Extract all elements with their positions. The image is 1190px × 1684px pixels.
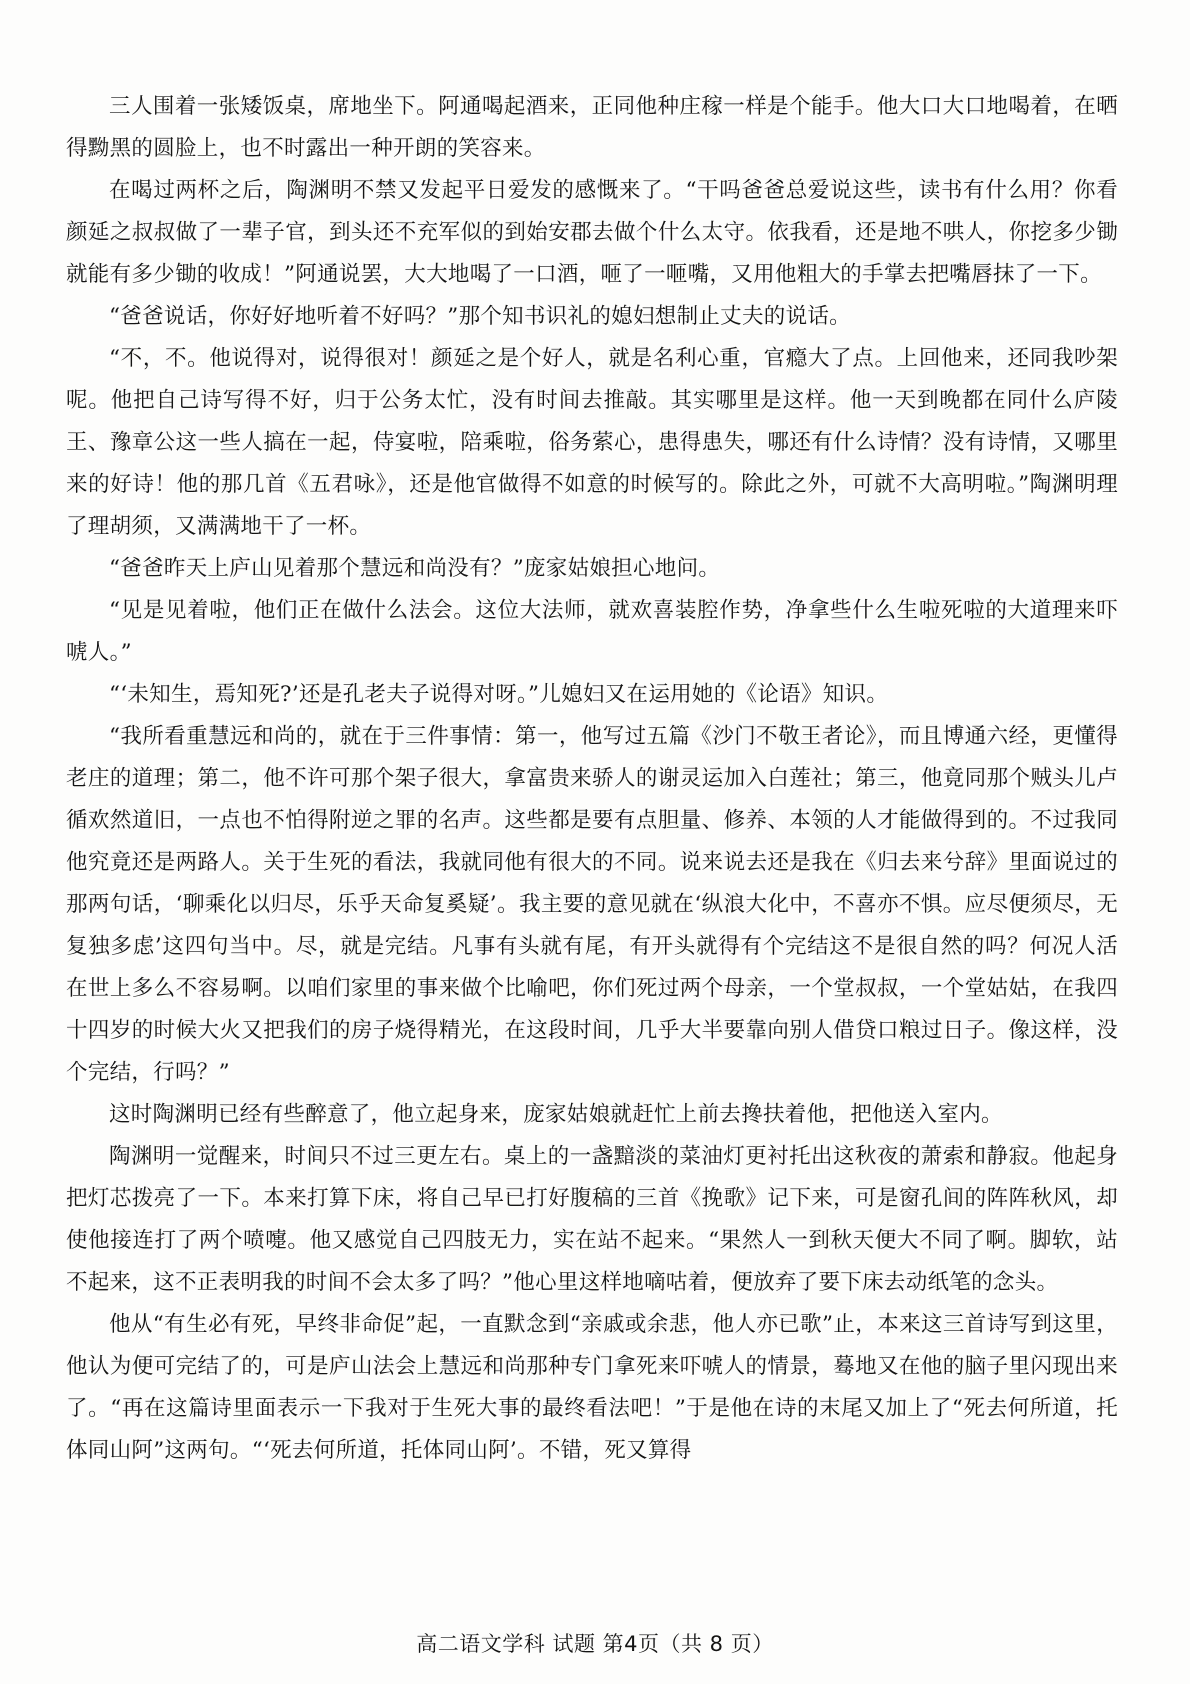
paragraph: “爸爸说话，你好好地听着不好吗？”那个知书识礼的媳妇想制止丈夫的说话。 xyxy=(109,304,851,329)
page-footer: 高二语文学科 试题 第4页（共 8 页） xyxy=(416,1632,774,1656)
paragraph: 陶渊明一觉醒来，时间只不过三更左右。桌上的一盏黯淡的菜油灯更衬托出这秋夜的萧索和静寂。他起身把灯芯拨亮了一下。本来打算下床，将自己早已打好腹稿的三首《挽歌》记下来，可是窗孔间的阵阵秋风，却使他接连打了两个喷嚏。他又感觉自己四肢无力，实在站不起来。“果然人一到秋天便大不同了啊。脚软，站不起来，这不正表明我的时间不会太多了吗？”他心里这样地嘀咕着，便放弃了要下床去动纸笔的念头。 xyxy=(66,1144,1118,1295)
paragraph: 在喝过两杯之后，陶渊明不禁又发起平日爱发的感慨来了。“干吗爸爸总爱说这些，读书有什么用？你看颜延之叔叔做了一辈子官，到头还不充军似的到始安郡去做个什么太守。依我看，还是地不哄人，你挖多少锄就能有多少锄的收成！”阿通说罢，大大地喝了一口酒，咂了一咂嘴，又用他粗大的手掌去把嘴唇抹了一下。 xyxy=(66,178,1118,287)
paragraph: “不，不。他说得对，说得很对！颜延之是个好人，就是名利心重，官瘾大了点。上回他来，还同我吵架呢。他把自己诗写得不好，归于公务太忙，没有时间去推敲。其实哪里是这样。他一天到晚都在同什么庐陵王、豫章公这一些人搞在一起，侍宴啦，陪乘啦，俗务萦心，患得患失，哪还有什么诗情？没有诗情，又哪里来的好诗！他的那几首《五君咏》，还是他官做得不如意的时候写的。除此之外，可就不大高明啦。”陶渊明理了理胡须，又满满地干了一杯。 xyxy=(66,346,1118,539)
paragraph: 这时陶渊明已经有些醉意了，他立起身来，庞家姑娘就赶忙上前去搀扶着他，把他送入室内。 xyxy=(109,1102,1003,1127)
paragraph: “爸爸昨天上庐山见着那个慧远和尚没有？”庞家姑娘担心地问。 xyxy=(109,556,721,581)
paragraph: “‘未知生，焉知死?’还是孔老夫子说得对呀。”儿媳妇又在运用她的《论语》知识。 xyxy=(109,682,889,707)
passage-text xyxy=(66,86,1118,1472)
paragraph: “见是见着啦，他们正在做什么法会。这位大法师，就欢喜装腔作势，净拿些什么生啦死啦的大道理来吓唬人。” xyxy=(66,598,1118,665)
paragraph: 他从“有生必有死，早终非命促”起，一直默念到“亲戚或余悲，他人亦已歌”止，本来这三首诗写到这里，他认为便可完结了的，可是庐山法会上慧远和尚那种专门拿死来吓唬人的情景，蓦地又在他的脑子里闪现出来了。“再在这篇诗里面表示一下我对于生死大事的最终看法吧！”于是他在诗的末尾又加上了“死去何所道，托体同山阿”这两句。“‘死去何所道，托体同山阿’。不错，死又算得 xyxy=(66,1312,1118,1463)
paragraph: 三人围着一张矮饭桌，席地坐下。阿通喝起酒来，正同他种庄稼一样是个能手。他大口大口地喝着，在晒得黝黑的圆脸上，也不时露出一种开朗的笑容来。 xyxy=(66,94,1118,161)
paragraph: “我所看重慧远和尚的，就在于三件事情：第一，他写过五篇《沙门不敬王者论》，而且博通六经，更懂得老庄的道理；第二，他不许可那个架子很大，拿富贵来骄人的谢灵运加入白莲社；第三，他竟同那个贼头儿卢循欢然道旧，一点也不怕得附逆之罪的名声。这些都是要有点胆量、修养、本领的人才能做得到的。不过我同他究竟还是两路人。关于生死的看法，我就同他有很大的不同。说来说去还是我在《归去来兮辞》里面说过的那两句话，‘聊乘化以归尽，乐乎天命复奚疑’。我主要的意见就在‘纵浪大化中，不喜亦不惧。应尽便须尽，无复独多虑’这四句当中。尽，就是完结。凡事有头就有尾，有开头就得有个完结这不是很自然的吗？何况人活在世上多么不容易啊。以咱们家里的事来做个比喻吧，你们死过两个母亲，一个堂叔叔，一个堂姑姑，在我四十四岁的时候大火又把我们的房子烧得精光，在这段时间，几乎大半要靠向别人借贷口粮过日子。像这样，没个完结，行吗？” xyxy=(66,724,1118,1085)
